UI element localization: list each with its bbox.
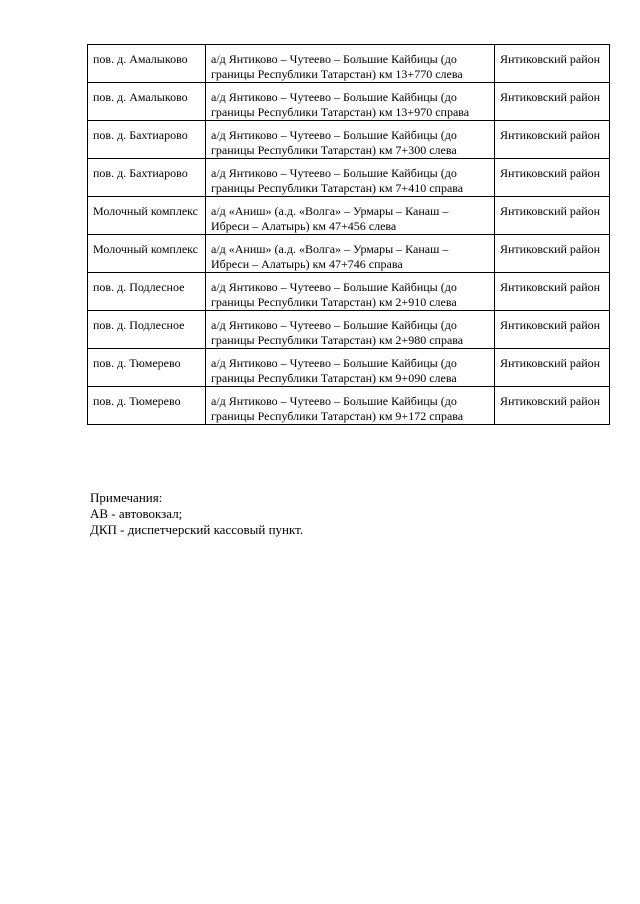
district-cell: Янтиковский район	[495, 121, 610, 159]
district-cell: Янтиковский район	[495, 197, 610, 235]
note-line: ДКП - диспетчерский кассовый пункт.	[90, 522, 304, 537]
stop-name-cell: пов. д. Бахтиарово	[88, 159, 206, 197]
stop-name-cell: пов. д. Амалыково	[88, 45, 206, 83]
district-cell: Янтиковский район	[495, 45, 610, 83]
stop-name-cell: Молочный комплекс	[88, 235, 206, 273]
stop-name-cell: пов. д. Амалыково	[88, 83, 206, 121]
road-location-cell: а/д Янтиково – Чутеево – Большие Кайбицы (до границы Республики Татарстан) км 9+172 справа	[206, 387, 495, 425]
road-location-cell: а/д Янтиково – Чутеево – Большие Кайбицы (до границы Республики Татарстан) км 7+300 слева	[206, 121, 495, 159]
table-row	[88, 349, 610, 387]
table-row	[88, 273, 610, 311]
road-location-cell: а/д «Аниш» (а.д. «Волга» – Урмары – Канаш – Ибреси – Алатырь) км 47+456 слева	[206, 197, 495, 235]
note-line: АВ - автовокзал;	[90, 506, 183, 521]
stop-name-cell: пов. д. Тюмерево	[88, 387, 206, 425]
district-cell: Янтиковский район	[495, 311, 610, 349]
road-location-cell: а/д «Аниш» (а.д. «Волга» – Урмары – Канаш – Ибреси – Алатырь) км 47+746 справа	[206, 235, 495, 273]
table-row	[88, 197, 610, 235]
district-cell: Янтиковский район	[495, 159, 610, 197]
district-cell: Янтиковский район	[495, 349, 610, 387]
district-cell: Янтиковский район	[495, 273, 610, 311]
table-body	[88, 45, 610, 425]
road-location-cell: а/д Янтиково – Чутеево – Большие Кайбицы (до границы Республики Татарстан) км 9+090 слева	[206, 349, 495, 387]
stop-name-cell: пов. д. Подлесное	[88, 273, 206, 311]
stop-name-cell: пов. д. Тюмерево	[88, 349, 206, 387]
table-row	[88, 311, 610, 349]
bus-stops-table	[87, 44, 610, 425]
district-cell: Янтиковский район	[495, 387, 610, 425]
table-row	[88, 387, 610, 425]
road-location-cell: а/д Янтиково – Чутеево – Большие Кайбицы (до границы Республики Татарстан) км 2+980 справа	[206, 311, 495, 349]
table-row	[88, 83, 610, 121]
table-row	[88, 235, 610, 273]
notes-heading: Примечания:	[90, 490, 163, 505]
district-cell: Янтиковский район	[495, 83, 610, 121]
road-location-cell: а/д Янтиково – Чутеево – Большие Кайбицы (до границы Республики Татарстан) км 7+410 справа	[206, 159, 495, 197]
stop-name-cell: Молочный комплекс	[88, 197, 206, 235]
table-row	[88, 45, 610, 83]
table-row	[88, 121, 610, 159]
notes-section	[90, 490, 303, 538]
stop-name-cell: пов. д. Бахтиарово	[88, 121, 206, 159]
road-location-cell: а/д Янтиково – Чутеево – Большие Кайбицы (до границы Республики Татарстан) км 13+970 справа	[206, 83, 495, 121]
table-row	[88, 159, 610, 197]
district-cell: Янтиковский район	[495, 235, 610, 273]
road-location-cell: а/д Янтиково – Чутеево – Большие Кайбицы (до границы Республики Татарстан) км 13+770 слева	[206, 45, 495, 83]
stop-name-cell: пов. д. Подлесное	[88, 311, 206, 349]
road-location-cell: а/д Янтиково – Чутеево – Большие Кайбицы (до границы Республики Татарстан) км 2+910 слева	[206, 273, 495, 311]
